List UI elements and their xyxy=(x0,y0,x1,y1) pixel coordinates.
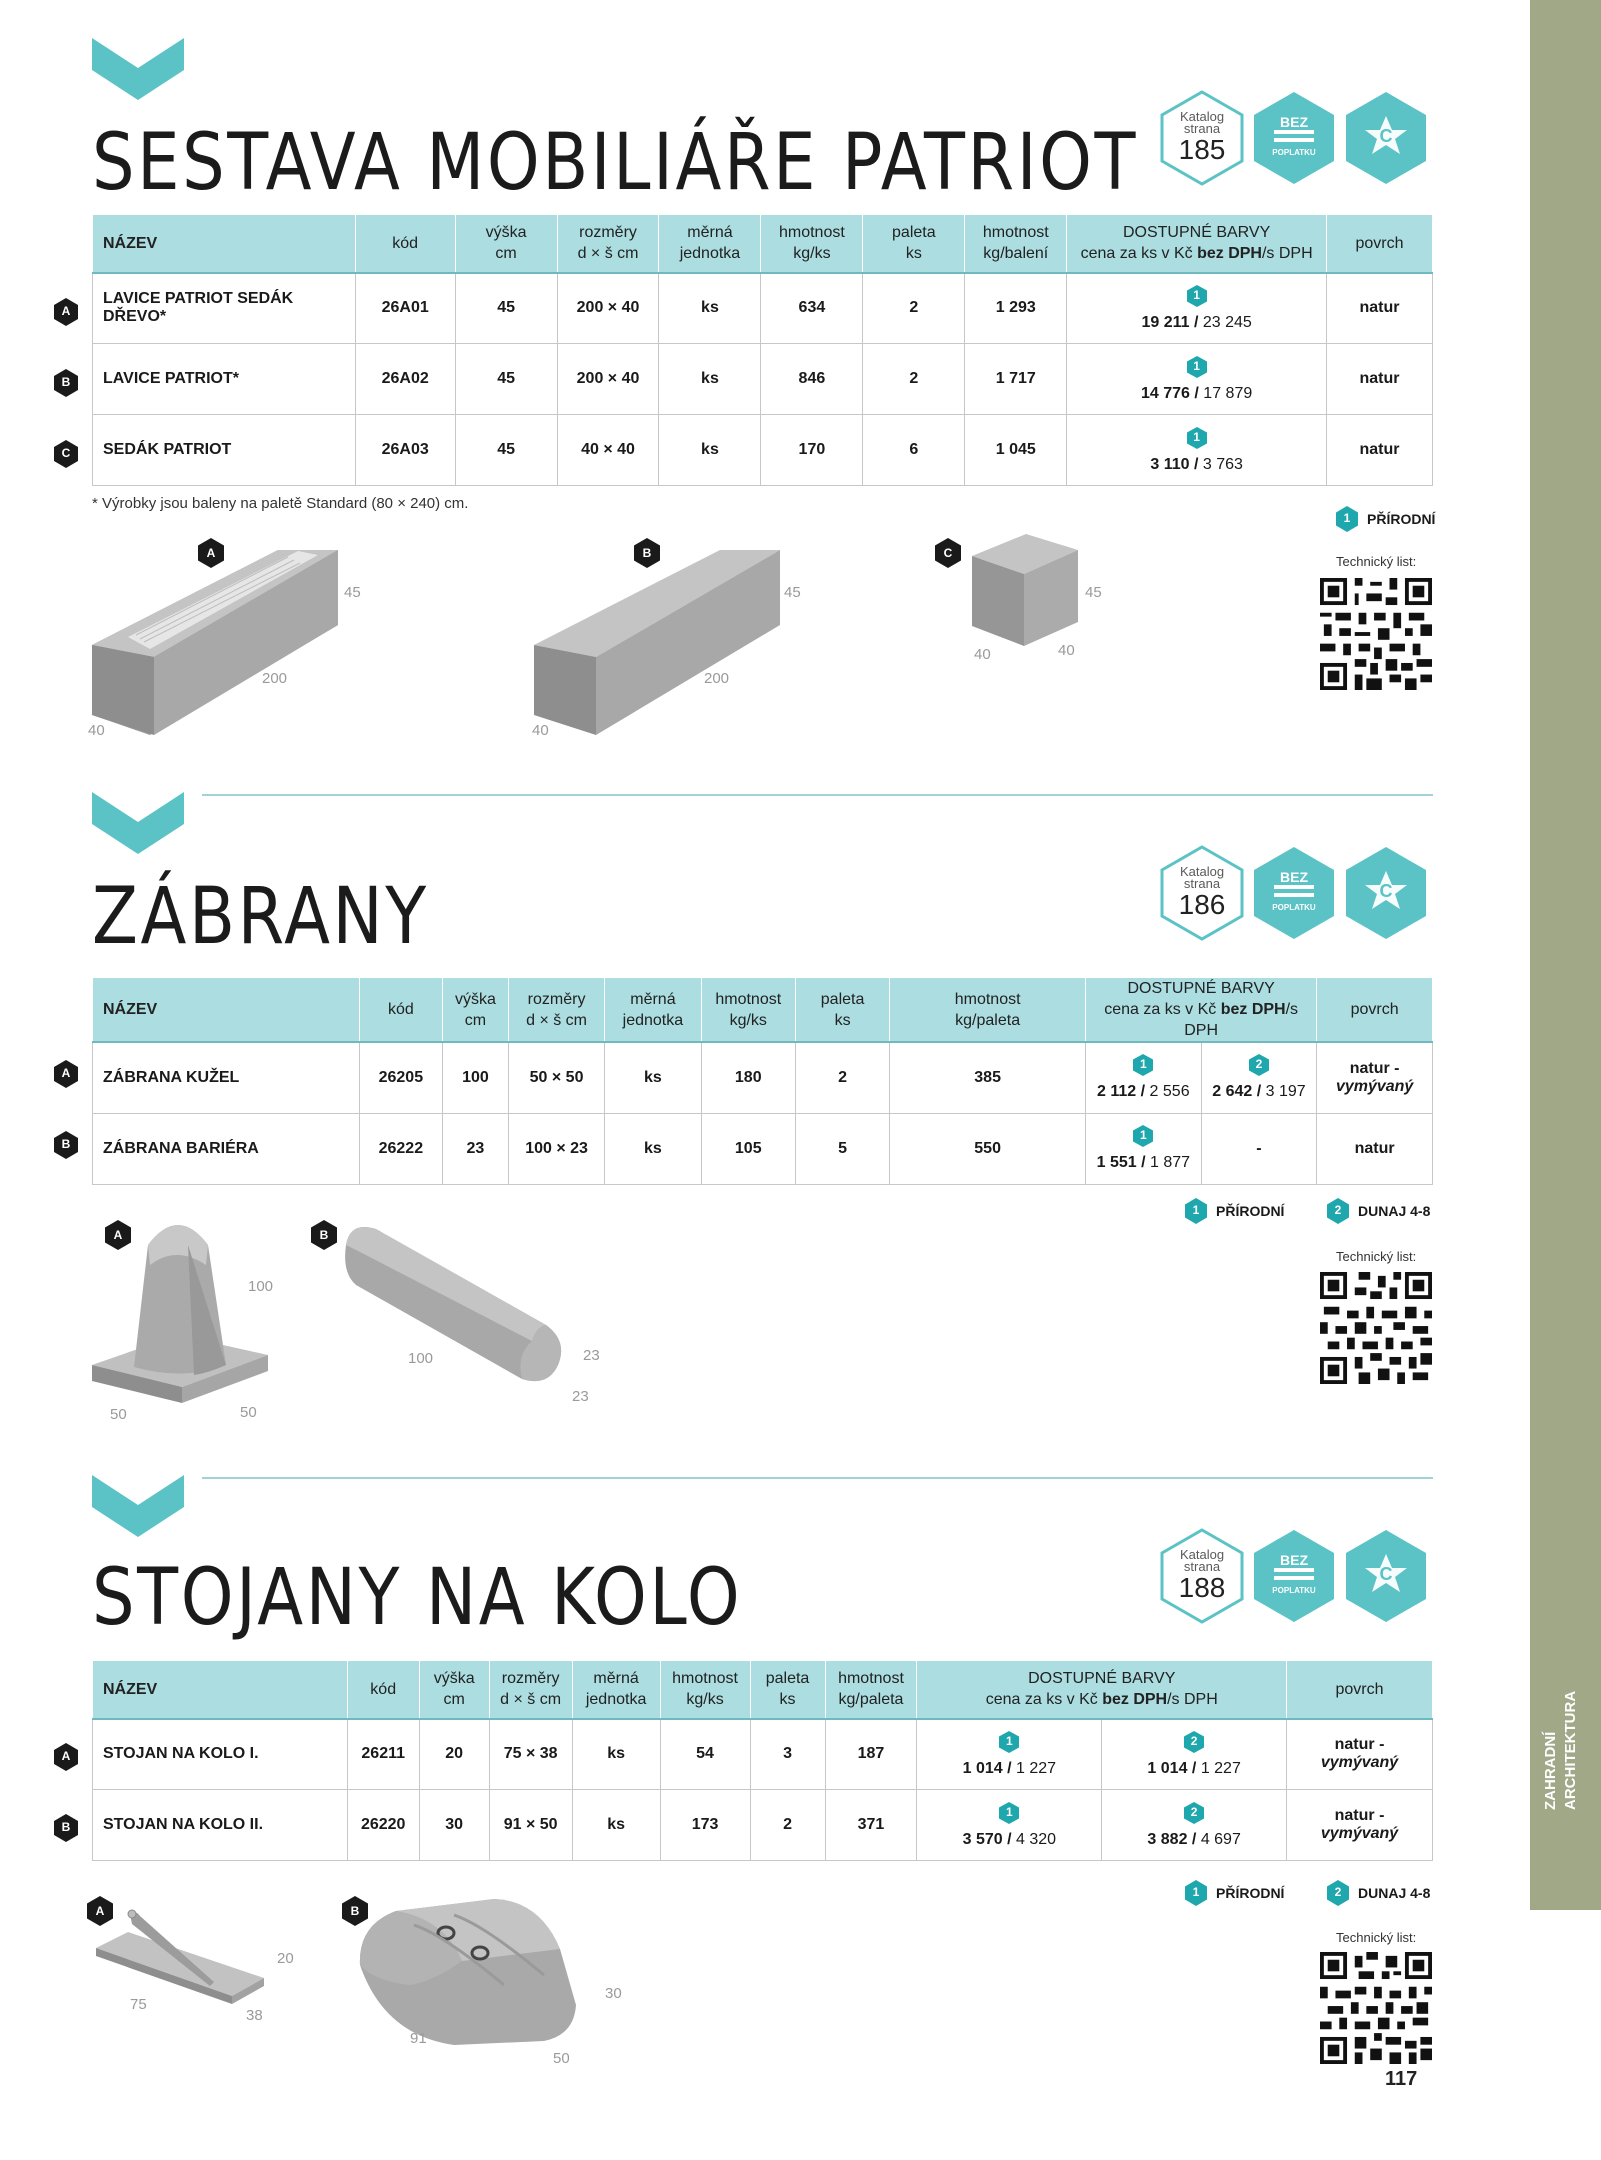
color-name: PŘÍRODNÍ xyxy=(1216,1885,1285,1901)
price-cell: 2 3 882 / 4 697 xyxy=(1102,1790,1287,1861)
color-legend-1 xyxy=(1184,1198,1284,1224)
section-title: STOJANY NA KOLO xyxy=(92,1553,743,1643)
dim-length: 200 xyxy=(262,670,288,687)
product-pallet-weight: 187 xyxy=(825,1719,917,1790)
poplatku-label: POPLATKU xyxy=(1272,148,1316,157)
price-cell: 1 1 014 / 1 227 xyxy=(917,1719,1102,1790)
strana-label: strana xyxy=(1183,876,1221,891)
table-row xyxy=(93,344,1433,415)
col-name: NÁZEV xyxy=(93,215,356,273)
row-badge: A xyxy=(53,1060,79,1088)
col-colors: DOSTUPNÉ BARVY cena za ks v Kč bez DPH/s DPH xyxy=(1067,215,1327,273)
catalog-badges xyxy=(1156,88,1456,192)
col-dims: rozměry d × š cm xyxy=(489,1661,572,1719)
price-cell: 1 2 112 / 2 556 xyxy=(1086,1042,1202,1113)
price-empty: - xyxy=(1201,1113,1317,1184)
dim-width: 50 xyxy=(553,2050,570,2067)
price-gross: 4 320 xyxy=(1016,1830,1057,1848)
hexagon-icon: 1 xyxy=(1335,506,1359,532)
dim-height: 45 xyxy=(784,584,801,601)
col-name: NÁZEV xyxy=(93,1661,348,1719)
row-badge: C xyxy=(53,440,79,468)
product-pallet: 5 xyxy=(795,1113,889,1184)
strana-label: strana xyxy=(1183,1559,1221,1574)
price-net: 1 551 xyxy=(1096,1154,1137,1171)
footnote: * Výrobky jsou baleny na paletě Standard (80 × 240) cm. xyxy=(92,495,469,512)
color-legend-2 xyxy=(1326,1198,1430,1224)
price-gross: 1 227 xyxy=(1016,1759,1057,1777)
tech-sheet-label: Technický list: xyxy=(1336,554,1417,569)
col-colors: DOSTUPNÉ BARVY cena za ks v Kč bez DPH/s DPH xyxy=(917,1661,1287,1719)
price-net: 3 110 xyxy=(1150,455,1190,473)
product-name: STOJAN NA KOLO I. xyxy=(93,1719,348,1790)
product-pallet: 3 xyxy=(750,1719,825,1790)
product-badge: A xyxy=(197,538,225,568)
cone-barrier-image xyxy=(88,1205,288,1425)
product-unit: ks xyxy=(605,1042,701,1113)
color-badge: 1 xyxy=(1186,356,1208,378)
qr-code-icon[interactable] xyxy=(1320,1952,1432,2064)
katalog-page-number: 186 xyxy=(1178,889,1226,920)
product-table-patriot xyxy=(92,214,1433,486)
dim-length: 40 xyxy=(1058,642,1075,659)
section-title: ZÁBRANY xyxy=(92,872,429,962)
col-pallet: paleta ks xyxy=(750,1661,825,1719)
table-header-row xyxy=(93,978,1433,1043)
product-badge: C xyxy=(934,538,962,568)
dim-height: 45 xyxy=(344,584,361,601)
product-height: 20 xyxy=(419,1719,489,1790)
product-weight: 634 xyxy=(761,273,863,344)
product-code: 26A01 xyxy=(355,273,455,344)
qr-code-icon[interactable] xyxy=(1320,578,1432,690)
product-name: STOJAN NA KOLO II. xyxy=(93,1790,348,1861)
price-gross: 1 227 xyxy=(1200,1759,1241,1777)
product-badge: B xyxy=(341,1896,369,1926)
sidebar-line-1: ZAHRADNÍ xyxy=(1542,1731,1559,1810)
product-code: 26A02 xyxy=(355,344,455,415)
product-surface: natur - vymývaný xyxy=(1317,1042,1433,1113)
tech-sheet-label: Technický list: xyxy=(1336,1249,1417,1264)
product-pallet-weight: 1 293 xyxy=(965,273,1067,344)
dim-height: 23 xyxy=(583,1347,600,1364)
col-surface: povrch xyxy=(1327,215,1433,273)
product-name: LAVICE PATRIOT SEDÁK DŘEVO* xyxy=(93,273,356,344)
dim-width: 23 xyxy=(572,1388,589,1405)
product-pallet-weight: 1 717 xyxy=(965,344,1067,415)
product-height: 45 xyxy=(455,415,557,486)
table-row xyxy=(93,1719,1433,1790)
katalog-label: Katalog xyxy=(1179,864,1225,879)
section-divider xyxy=(202,1477,1433,1479)
product-weight: 170 xyxy=(761,415,863,486)
product-name: SEDÁK PATRIOT xyxy=(93,415,356,486)
sidebar-line-2: ARCHITEKTURA xyxy=(1562,1690,1579,1810)
bike-stand-2-image xyxy=(354,1895,604,2055)
product-dims: 50 × 50 xyxy=(508,1042,604,1113)
seat-image xyxy=(966,530,1096,660)
product-badge: A xyxy=(104,1220,132,1250)
color-name: DUNAJ 4-8 xyxy=(1358,1203,1431,1219)
product-pallet: 6 xyxy=(863,415,965,486)
dim-height: 100 xyxy=(248,1278,274,1295)
bez-label: BEZ xyxy=(1280,1552,1308,1568)
product-dims: 40 × 40 xyxy=(557,415,659,486)
row-badge: B xyxy=(53,1814,79,1842)
color-badge: 2 xyxy=(1183,1802,1205,1824)
col-code: kód xyxy=(347,1661,419,1719)
col-code: kód xyxy=(359,978,442,1043)
class-c-label: C xyxy=(1379,126,1393,146)
barrier-image xyxy=(336,1215,576,1395)
product-dims: 100 × 23 xyxy=(508,1113,604,1184)
hexagon-icon: 2 xyxy=(1326,1198,1350,1224)
product-pallet: 2 xyxy=(795,1042,889,1113)
strana-label: strana xyxy=(1183,121,1221,136)
color-name: DUNAJ 4-8 xyxy=(1358,1885,1431,1901)
table-row xyxy=(93,1790,1433,1861)
page-number: 117 xyxy=(1385,2068,1418,2090)
price-cell: 1 3 110 / 3 763 xyxy=(1067,415,1327,486)
col-name: NÁZEV xyxy=(93,978,360,1043)
row-badge: B xyxy=(53,1131,79,1159)
product-pallet: 2 xyxy=(863,344,965,415)
bez-label: BEZ xyxy=(1280,114,1308,130)
col-surface: povrch xyxy=(1317,978,1433,1043)
bike-stand-1-image xyxy=(92,1902,292,2012)
product-surface: natur xyxy=(1327,273,1433,344)
price-cell: 2 1 014 / 1 227 xyxy=(1102,1719,1287,1790)
section-divider xyxy=(202,794,1433,796)
price-gross: 4 697 xyxy=(1200,1830,1241,1848)
product-unit: ks xyxy=(659,415,761,486)
price-net: 3 882 xyxy=(1147,1830,1188,1848)
product-badge: B xyxy=(633,538,661,568)
col-dims: rozměry d × š cm xyxy=(557,215,659,273)
product-height: 23 xyxy=(442,1113,508,1184)
product-dims: 200 × 40 xyxy=(557,273,659,344)
product-unit: ks xyxy=(659,344,761,415)
catalog-badges xyxy=(1156,1526,1456,1630)
price-cell: 2 2 642 / 3 197 xyxy=(1201,1042,1317,1113)
price-cell: 1 1 551 / 1 877 xyxy=(1086,1113,1202,1184)
col-weight: hmotnost kg/ks xyxy=(701,978,795,1043)
product-table-stojany xyxy=(92,1660,1433,1861)
product-table-zabrany xyxy=(92,977,1433,1185)
color-legend-1 xyxy=(1184,1880,1284,1906)
product-code: 26211 xyxy=(347,1719,419,1790)
col-height: výška cm xyxy=(419,1661,489,1719)
product-name: LAVICE PATRIOT* xyxy=(93,344,356,415)
dim-width: 50 xyxy=(240,1404,257,1421)
product-pallet-weight: 385 xyxy=(890,1042,1086,1113)
color-legend-1 xyxy=(1335,506,1435,532)
section-title: SESTAVA MOBILIÁŘE PATRIOT xyxy=(92,118,1139,208)
product-weight: 846 xyxy=(761,344,863,415)
price-net: 1 014 xyxy=(1147,1759,1188,1777)
row-badge: B xyxy=(53,369,79,397)
color-badge: 2 xyxy=(1248,1054,1270,1076)
product-height: 30 xyxy=(419,1790,489,1861)
price-cell: 1 14 776 / 17 879 xyxy=(1067,344,1327,415)
dim-width: 40 xyxy=(974,646,991,663)
product-dims: 91 × 50 xyxy=(489,1790,572,1861)
col-height: výška cm xyxy=(455,215,557,273)
price-gross: 2 556 xyxy=(1149,1083,1190,1101)
col-surface: povrch xyxy=(1287,1661,1433,1719)
product-code: 26A03 xyxy=(355,415,455,486)
product-surface: natur - vymývaný xyxy=(1287,1719,1433,1790)
hexagon-icon: 1 xyxy=(1184,1198,1208,1224)
table-header-row xyxy=(93,215,1433,273)
product-pallet-weight: 371 xyxy=(825,1790,917,1861)
col-unit: měrná jednotka xyxy=(605,978,701,1043)
col-height: výška cm xyxy=(442,978,508,1043)
col-pallet-weight: hmotnost kg/paleta xyxy=(890,978,1086,1043)
hexagon-icon: 2 xyxy=(1326,1880,1350,1906)
product-surface: natur xyxy=(1317,1113,1433,1184)
col-pallet-weight: hmotnost kg/balení xyxy=(965,215,1067,273)
dim-width: 38 xyxy=(246,2007,263,2024)
poplatku-label: POPLATKU xyxy=(1272,1586,1316,1595)
chevron-down-icon xyxy=(92,792,184,854)
product-surface: natur xyxy=(1327,415,1433,486)
product-code: 26205 xyxy=(359,1042,442,1113)
chevron-down-icon xyxy=(92,1475,184,1537)
product-code: 26222 xyxy=(359,1113,442,1184)
price-cell: 1 3 570 / 4 320 xyxy=(917,1790,1102,1861)
product-unit: ks xyxy=(572,1790,660,1861)
dim-height: 20 xyxy=(277,1950,294,1967)
dim-length: 75 xyxy=(130,1996,147,2013)
col-pallet: paleta ks xyxy=(863,215,965,273)
product-name: ZÁBRANA BARIÉRA xyxy=(93,1113,360,1184)
color-badge: 2 xyxy=(1183,1731,1205,1753)
product-badge: A xyxy=(86,1896,114,1926)
row-badge: A xyxy=(53,1743,79,1771)
poplatku-label: POPLATKU xyxy=(1272,903,1316,912)
product-pallet: 2 xyxy=(863,273,965,344)
col-pallet: paleta ks xyxy=(795,978,889,1043)
katalog-label: Katalog xyxy=(1179,109,1225,124)
product-height: 45 xyxy=(455,273,557,344)
class-c-label: C xyxy=(1379,1564,1393,1584)
qr-code-icon[interactable] xyxy=(1320,1272,1432,1384)
dim-length: 91 xyxy=(410,2030,427,2047)
col-code: kód xyxy=(355,215,455,273)
product-weight: 173 xyxy=(660,1790,750,1861)
price-net: 14 776 xyxy=(1141,384,1190,402)
color-badge: 1 xyxy=(998,1731,1020,1753)
row-badge: A xyxy=(53,298,79,326)
price-gross: 23 245 xyxy=(1202,313,1252,331)
class-c-label: C xyxy=(1379,881,1393,901)
product-unit: ks xyxy=(659,273,761,344)
col-unit: měrná jednotka xyxy=(572,1661,660,1719)
col-weight: hmotnost kg/ks xyxy=(660,1661,750,1719)
table-row xyxy=(93,273,1433,344)
sidebar-band xyxy=(1530,0,1601,1910)
product-unit: ks xyxy=(572,1719,660,1790)
col-dims: rozměry d × š cm xyxy=(508,978,604,1043)
dim-height: 30 xyxy=(605,1985,622,2002)
price-net: 1 014 xyxy=(962,1759,1003,1777)
product-surface: natur xyxy=(1327,344,1433,415)
product-height: 100 xyxy=(442,1042,508,1113)
katalog-page-number: 185 xyxy=(1178,134,1226,165)
catalog-badges xyxy=(1156,843,1456,947)
col-unit: měrná jednotka xyxy=(659,215,761,273)
dim-width: 40 xyxy=(88,722,105,739)
product-pallet-weight: 1 045 xyxy=(965,415,1067,486)
chevron-down-icon xyxy=(92,38,184,100)
table-row xyxy=(93,1042,1433,1113)
dim-length: 200 xyxy=(704,670,730,687)
product-weight: 54 xyxy=(660,1719,750,1790)
color-badge: 1 xyxy=(1186,427,1208,449)
product-name: ZÁBRANA KUŽEL xyxy=(93,1042,360,1113)
product-dims: 75 × 38 xyxy=(489,1719,572,1790)
product-pallet: 2 xyxy=(750,1790,825,1861)
col-colors: DOSTUPNÉ BARVY cena za ks v Kč bez DPH/s DPH xyxy=(1086,978,1317,1043)
dim-width: 40 xyxy=(532,722,549,739)
sidebar-label xyxy=(1541,1690,1601,1810)
price-gross: 3 197 xyxy=(1265,1083,1306,1101)
price-gross: 3 763 xyxy=(1202,455,1243,473)
dim-height: 45 xyxy=(1085,584,1102,601)
price-gross: 17 879 xyxy=(1203,384,1253,402)
product-weight: 180 xyxy=(701,1042,795,1113)
color-badge: 1 xyxy=(1132,1054,1154,1076)
col-weight: hmotnost kg/ks xyxy=(761,215,863,273)
product-code: 26220 xyxy=(347,1790,419,1861)
product-pallet-weight: 550 xyxy=(890,1113,1086,1184)
dim-length: 50 xyxy=(110,1406,127,1423)
table-row xyxy=(93,1113,1433,1184)
color-badge: 1 xyxy=(1186,285,1208,307)
bench-image xyxy=(530,545,800,745)
color-badge: 1 xyxy=(998,1802,1020,1824)
product-height: 45 xyxy=(455,344,557,415)
product-dims: 200 × 40 xyxy=(557,344,659,415)
dim-length: 100 xyxy=(408,1350,434,1367)
table-row xyxy=(93,415,1433,486)
color-badge: 1 xyxy=(1132,1125,1154,1147)
price-net: 19 211 xyxy=(1141,313,1190,331)
tech-sheet-label: Technický list: xyxy=(1336,1930,1417,1945)
table-header-row xyxy=(93,1661,1433,1719)
price-cell: 1 19 211 / 23 245 xyxy=(1067,273,1327,344)
hexagon-icon: 1 xyxy=(1184,1880,1208,1906)
price-net: 2 642 xyxy=(1212,1083,1253,1101)
product-badge: B xyxy=(310,1220,338,1250)
katalog-page-number: 188 xyxy=(1178,1572,1226,1603)
color-name: PŘÍRODNÍ xyxy=(1367,511,1436,527)
price-net: 2 112 xyxy=(1097,1083,1137,1101)
product-surface: natur - vymývaný xyxy=(1287,1790,1433,1861)
color-name: PŘÍRODNÍ xyxy=(1216,1203,1285,1219)
product-weight: 105 xyxy=(701,1113,795,1184)
price-gross: 1 877 xyxy=(1150,1154,1191,1171)
product-unit: ks xyxy=(605,1113,701,1184)
col-pallet-weight: hmotnost kg/paleta xyxy=(825,1661,917,1719)
price-net: 3 570 xyxy=(962,1830,1003,1848)
bez-label: BEZ xyxy=(1280,869,1308,885)
katalog-label: Katalog xyxy=(1179,1547,1225,1562)
bench-wood-image xyxy=(88,545,358,745)
color-legend-2 xyxy=(1326,1880,1430,1906)
